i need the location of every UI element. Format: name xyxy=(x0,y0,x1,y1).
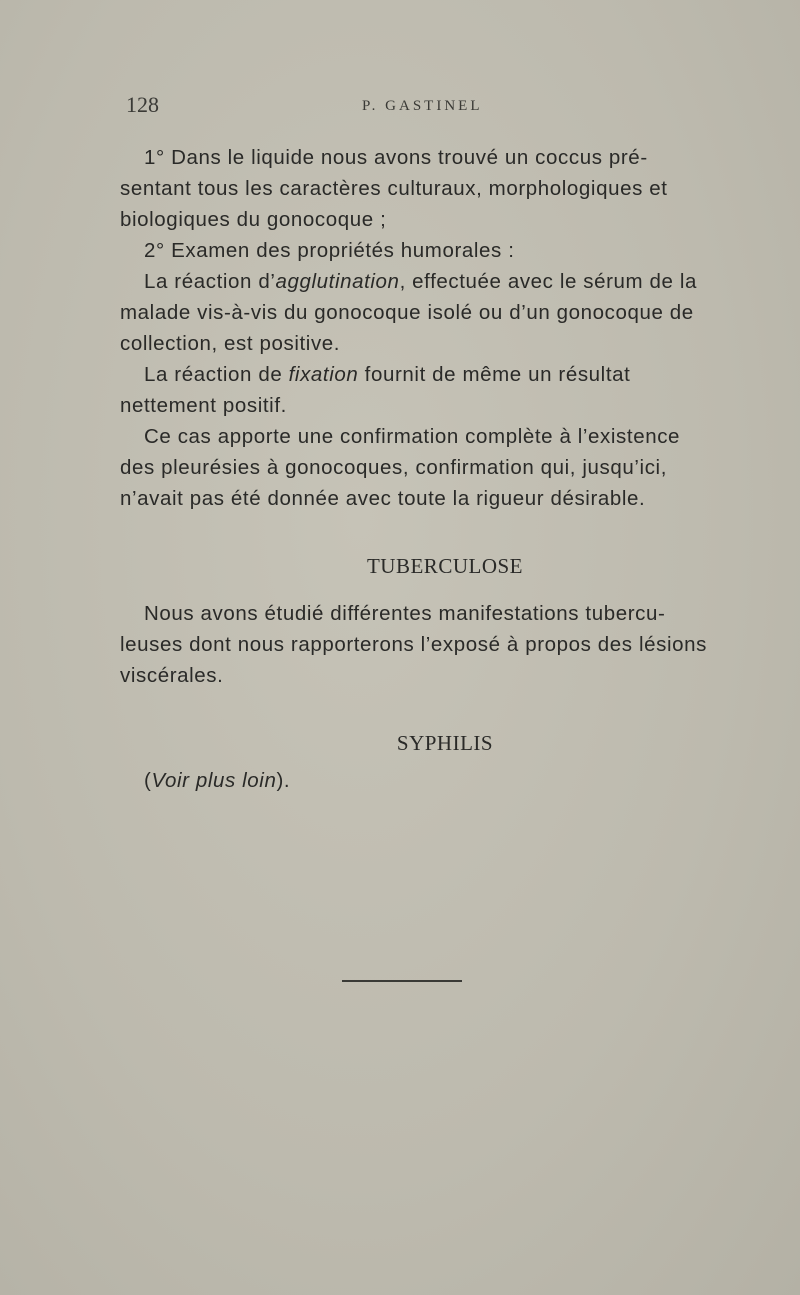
section-title-tuberculose: TUBERCULOSE xyxy=(366,554,523,578)
tuberculose-paragraph: Nous avons étudié différentes manifestations tuberculeuses dont nous rapporterons l’exposé à propos des lésions viscérales. xyxy=(120,602,707,687)
page-number: 128 xyxy=(126,92,159,117)
agglutination-term: agglutination xyxy=(275,270,400,293)
fixation-term: fixation xyxy=(288,363,359,386)
syphilis-note-text: Voir plus loin xyxy=(151,769,277,792)
section-title-syphilis: SYPHILIS xyxy=(396,731,494,755)
paragraph-3-start: La réaction d’ xyxy=(144,270,276,293)
paragraph-1: 1° Dans le liquide nous avons trouvé un coccus présentant tous les caractères culturaux, morphologiques et biologiques du gonocoque ; xyxy=(120,146,668,231)
body-text xyxy=(120,142,710,796)
paragraph-4 xyxy=(120,359,710,421)
paragraph-3-end: , effectuée avec le sérum de la malade vis-à-vis du gonocoque isolé ou d’un gonocoque de collection, est positive. xyxy=(120,270,697,355)
paragraph-2: 2° Examen des propriétés humorales : xyxy=(144,239,515,262)
paragraph-4-end: fournit de même un résultat nettement positif. xyxy=(120,363,631,417)
paragraph-4-start: La réaction de xyxy=(144,363,289,386)
syphilis-note: (Voir plus loin). xyxy=(144,769,291,792)
running-head: P. GASTINEL xyxy=(362,98,483,114)
page-header xyxy=(126,92,726,122)
paragraph-5: Ce cas apporte une confirmation complète à l’existence des pleurésies à gonocoques, confirmation qui, jusqu’ici, n’avait pas été donnée avec toute la rigueur désirable. xyxy=(120,425,681,510)
title-spacer xyxy=(120,582,710,598)
section-spacer xyxy=(120,514,710,551)
end-rule xyxy=(342,980,462,982)
section-spacer-2 xyxy=(120,691,710,728)
paragraph-3 xyxy=(120,266,710,359)
